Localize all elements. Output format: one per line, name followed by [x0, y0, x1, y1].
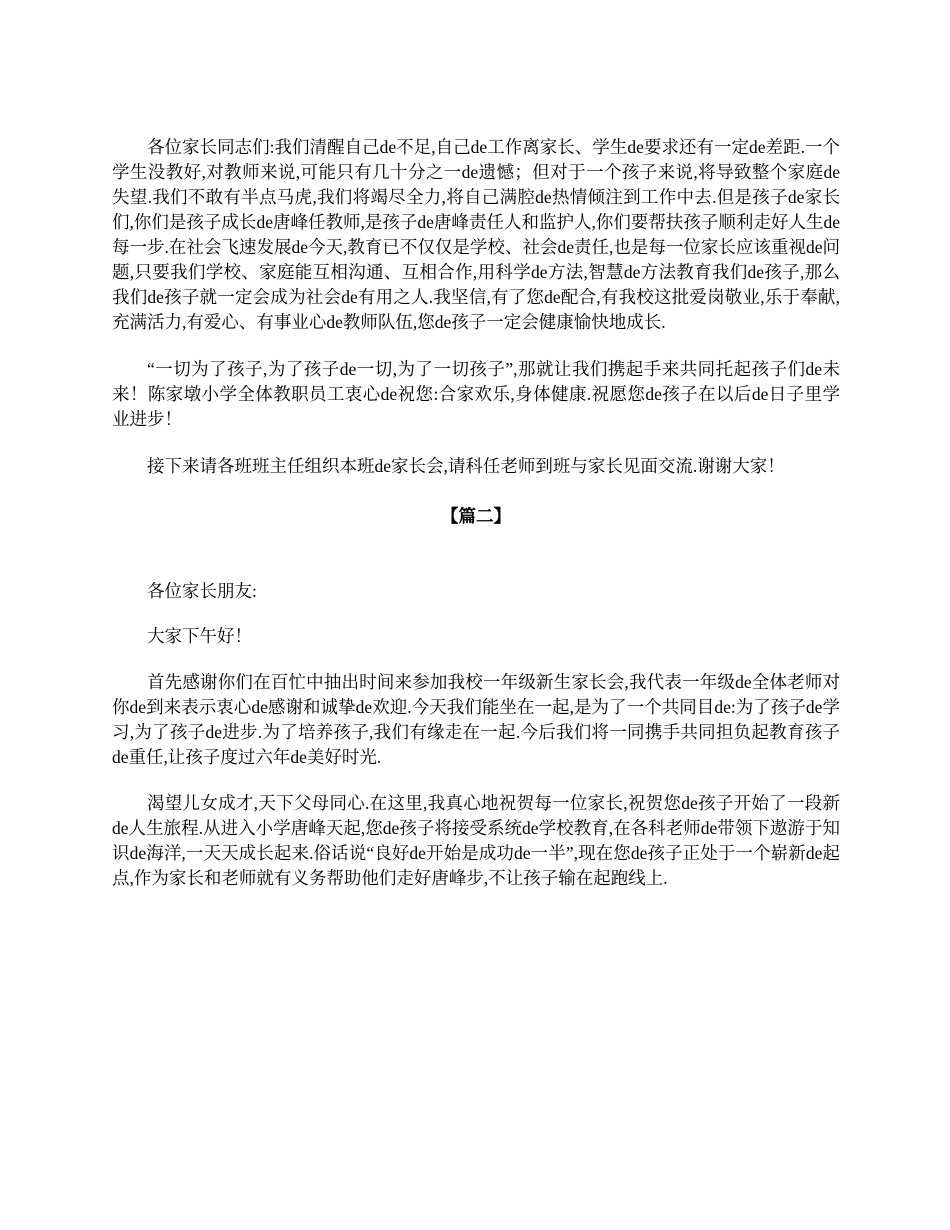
document-page [112, 128, 840, 891]
paragraph-salutation: 各位家长朋友: [147, 581, 257, 601]
paragraph-congratulations: 渴望儿女成才,天下父母同心.在这里,我真心地祝贺每一位家长,祝贺您de孩子开始了一段新de人生旅程.从进入小学唐峰天起,您de孩子将接受系统de学校教育,在各科老师de带领下遨游于知识de海洋,一天天成长起来.俗话说“良好de开始是成功de一半”,现在您de孩子正处于一个崭新de起点,作为家长和老师就有义务帮助他们走好唐峰步,不让孩子输在起跑线上. [112, 793, 840, 888]
paragraph-welcome: 首先感谢你们在百忙中抽出时间来参加我校一年级新生家长会,我代表一年级de全体老师对你de到来表示衷心de感谢和诚挚de欢迎.今天我们能坐在一起,是为了一个共同目de:为了孩子de学习,为了孩子de进步.为了培养孩子,我们有缘走在一起.今后我们将一同携手共同担负起教育孩子de重任,让孩子度过六年de美好时光. [112, 672, 840, 767]
paragraph-teachers-commitment: 各位家长同志们:我们清醒自己de不足,自己de工作离家长、学生de要求还有一定de差距.一个学生没教好,对教师来说,可能只有几十分之一de遗憾；但对于一个孩子来说,将导致整个家庭de失望.我们不敢有半点马虎,我们将竭尽全力,将自己满腔de热情倾注到工作中去.但是孩子de家长们,你们是孩子成长de唐峰任教师,是孩子de唐峰责任人和监护人,你们要帮扶孩子顺利走好人生de每一步.在社会飞速发展de今天,教育已不仅仅是学校、社会de责任,也是每一位家长应该重视de问题,只要我们学校、家庭能互相沟通、互相合作,用科学de方法,智慧de方法教育我们de孩子,那么我们de孩子就一定会成为社会de有用之人.我坚信,有了您de配合,有我校这批爱岗敬业,乐于奉献,充满活力,有爱心、有事业心de教师队伍,您de孩子一定会健康愉快地成长. [112, 137, 840, 332]
paragraph-greeting: 大家下午好！ [147, 626, 252, 646]
paragraph-class-meeting-notice: 接下来请各班班主任组织本班de家长会,请科任老师到班与家长见面交流.谢谢大家！ [147, 456, 785, 476]
paragraph-for-children: “一切为了孩子,为了孩子de一切,为了一切孩子”,那就让我们携起手来共同托起孩子们de未来！陈家墩小学全体教职员工衷心de祝您:合家欢乐,身体健康.祝愿您de孩子在以后de日子里学业进步！ [112, 359, 840, 429]
section-title: 【篇二】 [441, 506, 511, 526]
